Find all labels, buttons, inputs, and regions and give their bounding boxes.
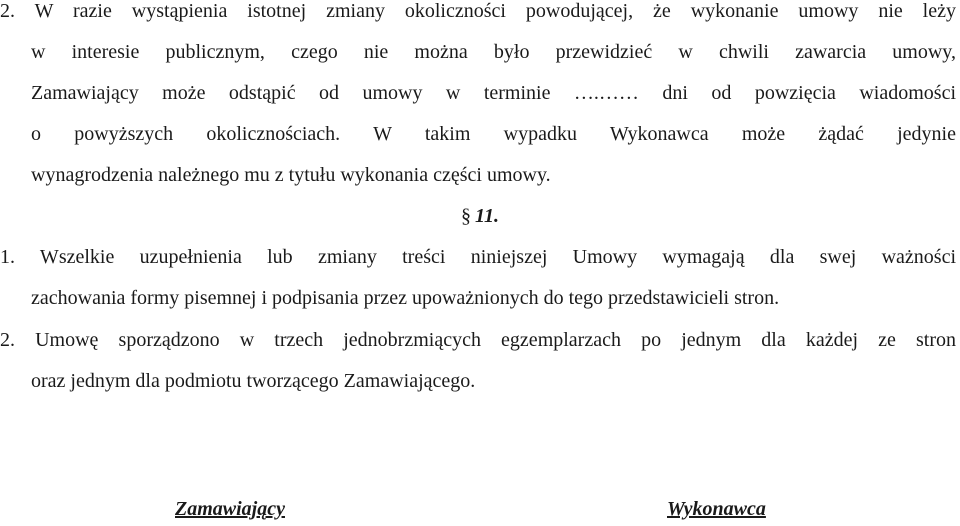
paragraph-2 bbox=[0, 0, 956, 196]
paragraph-line: 1. Wszelkie uzupełnienia lub zmiany treści niniejszej Umowy wymagają dla swej ważności bbox=[0, 246, 956, 268]
paragraph-line: oraz jednym dla podmiotu tworzącego Zamawiającego. bbox=[31, 370, 476, 392]
paragraph-line: o powyższych okolicznościach. W takim wypadku Wykonawca może żądać jedynie bbox=[31, 123, 956, 145]
paragraph-11-1 bbox=[0, 237, 956, 319]
paragraph-line: 2. W razie wystąpienia istotnej zmiany okoliczności powodującej, że wykonanie umowy nie leży bbox=[0, 0, 956, 22]
section-heading bbox=[0, 196, 960, 237]
paragraph-line: zachowania formy pisemnej i podpisania przez upoważnionych do tego przedstawicieli stron. bbox=[31, 287, 780, 309]
paragraph-line: 2. Umowę sporządzono w trzech jednobrzmiących egzemplarzach po jednym dla każdej ze stron bbox=[0, 329, 956, 351]
paragraph-11-2 bbox=[0, 320, 956, 402]
section-symbol: § bbox=[461, 205, 472, 227]
signature-wykonawca: Wykonawca bbox=[667, 498, 766, 520]
paragraph-line: w interesie publicznym, czego nie można było przewidzieć w chwili zawarcia umowy, bbox=[31, 41, 956, 63]
signature-zamawiajacy: Zamawiający bbox=[175, 498, 285, 520]
section-number: 11. bbox=[475, 205, 499, 227]
paragraph-line: wynagrodzenia należnego mu z tytułu wykonania części umowy. bbox=[31, 164, 551, 186]
paragraph-line: Zamawiający może odstąpić od umowy w terminie ….…… dni od powzięcia wiadomości bbox=[31, 82, 956, 104]
